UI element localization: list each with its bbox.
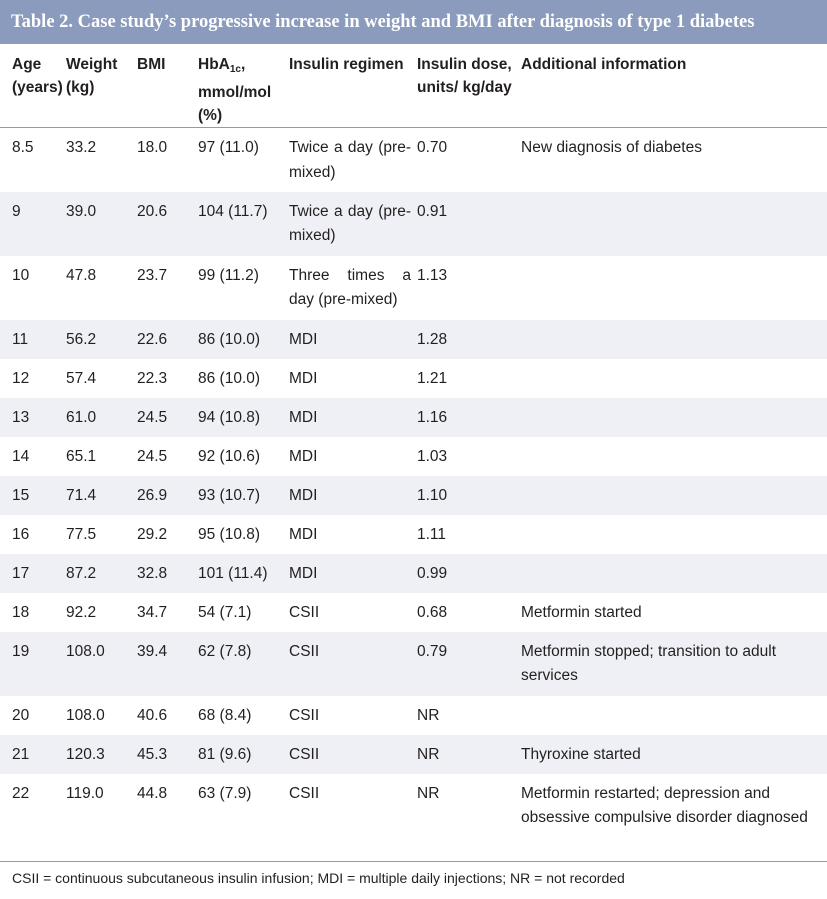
cell-bmi: 39.4 (137, 632, 198, 696)
col-header-hba1c (198, 44, 289, 128)
cell-weight: 65.1 (66, 437, 137, 476)
cell-weight: 92.2 (66, 593, 137, 632)
cell-info (521, 515, 827, 554)
cell-bmi: 45.3 (137, 735, 198, 774)
cell-hba: 86 (10.0) (198, 359, 289, 398)
col-header-weight: Weight (kg) (66, 56, 118, 96)
cell-hba: 95 (10.8) (198, 515, 289, 554)
table-row (0, 256, 827, 320)
cell-bmi: 23.7 (137, 256, 198, 320)
cell-info (521, 696, 827, 735)
cell-dose: 1.13 (417, 256, 521, 320)
hba-prefix: HbA (198, 56, 230, 73)
cell-hba: 94 (10.8) (198, 398, 289, 437)
cell-weight: 71.4 (66, 476, 137, 515)
cell-dose: 1.16 (417, 398, 521, 437)
cell-info: New diagnosis of diabetes (521, 128, 827, 192)
cell-bmi: 26.9 (137, 476, 198, 515)
cell-regimen: MDI (289, 515, 417, 554)
cell-regimen: MDI (289, 437, 417, 476)
cell-regimen: MDI (289, 359, 417, 398)
table-header-row (0, 44, 827, 128)
cell-regimen: Twice a day (pre-mixed) (289, 128, 417, 192)
cell-bmi: 24.5 (137, 437, 198, 476)
cell-info (521, 398, 827, 437)
cell-info: Metformin started (521, 593, 827, 632)
cell-hba: 99 (11.2) (198, 256, 289, 320)
cell-info: Metformin stopped; transition to adult services (521, 632, 827, 696)
table-row (0, 696, 827, 735)
cell-age: 8.5 (0, 128, 66, 192)
cell-regimen: MDI (289, 320, 417, 359)
cell-dose: 0.91 (417, 192, 521, 256)
cell-info: Metformin restarted; depression and obsessive compulsive disorder diagnosed (521, 774, 827, 861)
cell-bmi: 40.6 (137, 696, 198, 735)
table-row (0, 398, 827, 437)
cell-regimen: CSII (289, 774, 417, 861)
cell-info (521, 476, 827, 515)
cell-regimen: Twice a day (pre-mixed) (289, 192, 417, 256)
cell-weight: 87.2 (66, 554, 137, 593)
cell-dose: 1.21 (417, 359, 521, 398)
table-row (0, 437, 827, 476)
cell-bmi: 22.6 (137, 320, 198, 359)
cell-dose: 1.11 (417, 515, 521, 554)
table-row (0, 515, 827, 554)
cell-dose: 1.03 (417, 437, 521, 476)
cell-age: 19 (0, 632, 66, 696)
cell-age: 9 (0, 192, 66, 256)
cell-regimen: MDI (289, 398, 417, 437)
hba-suffix: , mmol/mol (%) (198, 56, 272, 124)
cell-weight: 120.3 (66, 735, 137, 774)
cell-bmi: 44.8 (137, 774, 198, 861)
cell-bmi: 32.8 (137, 554, 198, 593)
cell-weight: 119.0 (66, 774, 137, 861)
cell-dose: 0.68 (417, 593, 521, 632)
col-header-regimen: Insulin regimen (289, 56, 404, 73)
table-row (0, 128, 827, 192)
cell-info (521, 320, 827, 359)
cell-dose: 0.99 (417, 554, 521, 593)
cell-hba: 97 (11.0) (198, 128, 289, 192)
table-row (0, 320, 827, 359)
cell-hba: 81 (9.6) (198, 735, 289, 774)
cell-weight: 57.4 (66, 359, 137, 398)
cell-info (521, 359, 827, 398)
data-table (0, 44, 827, 861)
table-row (0, 359, 827, 398)
cell-regimen: CSII (289, 593, 417, 632)
cell-dose: NR (417, 774, 521, 861)
cell-regimen: Three times a day (pre-mixed) (289, 256, 417, 320)
table-title: Table 2. Case study’s progressive increase in weight and BMI after diagnosis of type 1 diabetes (0, 0, 827, 44)
cell-age: 12 (0, 359, 66, 398)
table-row (0, 192, 827, 256)
cell-age: 18 (0, 593, 66, 632)
table-footnote: CSII = continuous subcutaneous insulin infusion; MDI = multiple daily injections; NR = not recorded (0, 861, 827, 888)
cell-info (521, 437, 827, 476)
table-row (0, 476, 827, 515)
cell-hba: 62 (7.8) (198, 632, 289, 696)
cell-age: 15 (0, 476, 66, 515)
cell-weight: 39.0 (66, 192, 137, 256)
cell-age: 14 (0, 437, 66, 476)
cell-age: 21 (0, 735, 66, 774)
cell-regimen: CSII (289, 735, 417, 774)
cell-weight: 108.0 (66, 696, 137, 735)
cell-regimen: CSII (289, 632, 417, 696)
cell-hba: 54 (7.1) (198, 593, 289, 632)
cell-weight: 108.0 (66, 632, 137, 696)
cell-weight: 47.8 (66, 256, 137, 320)
cell-hba: 68 (8.4) (198, 696, 289, 735)
cell-hba: 63 (7.9) (198, 774, 289, 861)
hba-subscript: 1c (229, 64, 241, 75)
cell-age: 20 (0, 696, 66, 735)
cell-age: 10 (0, 256, 66, 320)
cell-hba: 104 (11.7) (198, 192, 289, 256)
cell-info (521, 256, 827, 320)
cell-info (521, 192, 827, 256)
cell-age: 22 (0, 774, 66, 861)
cell-info: Thyroxine started (521, 735, 827, 774)
cell-weight: 61.0 (66, 398, 137, 437)
cell-regimen: MDI (289, 554, 417, 593)
table-row (0, 593, 827, 632)
cell-age: 16 (0, 515, 66, 554)
cell-dose: 1.10 (417, 476, 521, 515)
cell-weight: 77.5 (66, 515, 137, 554)
cell-age: 11 (0, 320, 66, 359)
table-row (0, 735, 827, 774)
cell-dose: NR (417, 696, 521, 735)
table-body (0, 128, 827, 861)
cell-weight: 56.2 (66, 320, 137, 359)
cell-bmi: 34.7 (137, 593, 198, 632)
cell-dose: 1.28 (417, 320, 521, 359)
cell-hba: 86 (10.0) (198, 320, 289, 359)
cell-bmi: 18.0 (137, 128, 198, 192)
cell-dose: NR (417, 735, 521, 774)
cell-bmi: 20.6 (137, 192, 198, 256)
cell-age: 17 (0, 554, 66, 593)
col-header-age: Age (years) (12, 56, 63, 96)
cell-hba: 101 (11.4) (198, 554, 289, 593)
table-row (0, 554, 827, 593)
cell-dose: 0.70 (417, 128, 521, 192)
col-header-info: Additional information (521, 56, 687, 73)
cell-hba: 93 (10.7) (198, 476, 289, 515)
cell-regimen: CSII (289, 696, 417, 735)
col-header-bmi: BMI (137, 56, 166, 73)
cell-bmi: 29.2 (137, 515, 198, 554)
cell-hba: 92 (10.6) (198, 437, 289, 476)
cell-info (521, 554, 827, 593)
col-header-dose: Insulin dose, units/ kg/day (417, 56, 512, 96)
cell-bmi: 24.5 (137, 398, 198, 437)
cell-bmi: 22.3 (137, 359, 198, 398)
table-row (0, 774, 827, 861)
cell-regimen: MDI (289, 476, 417, 515)
table-row (0, 632, 827, 696)
cell-age: 13 (0, 398, 66, 437)
cell-dose: 0.79 (417, 632, 521, 696)
cell-weight: 33.2 (66, 128, 137, 192)
